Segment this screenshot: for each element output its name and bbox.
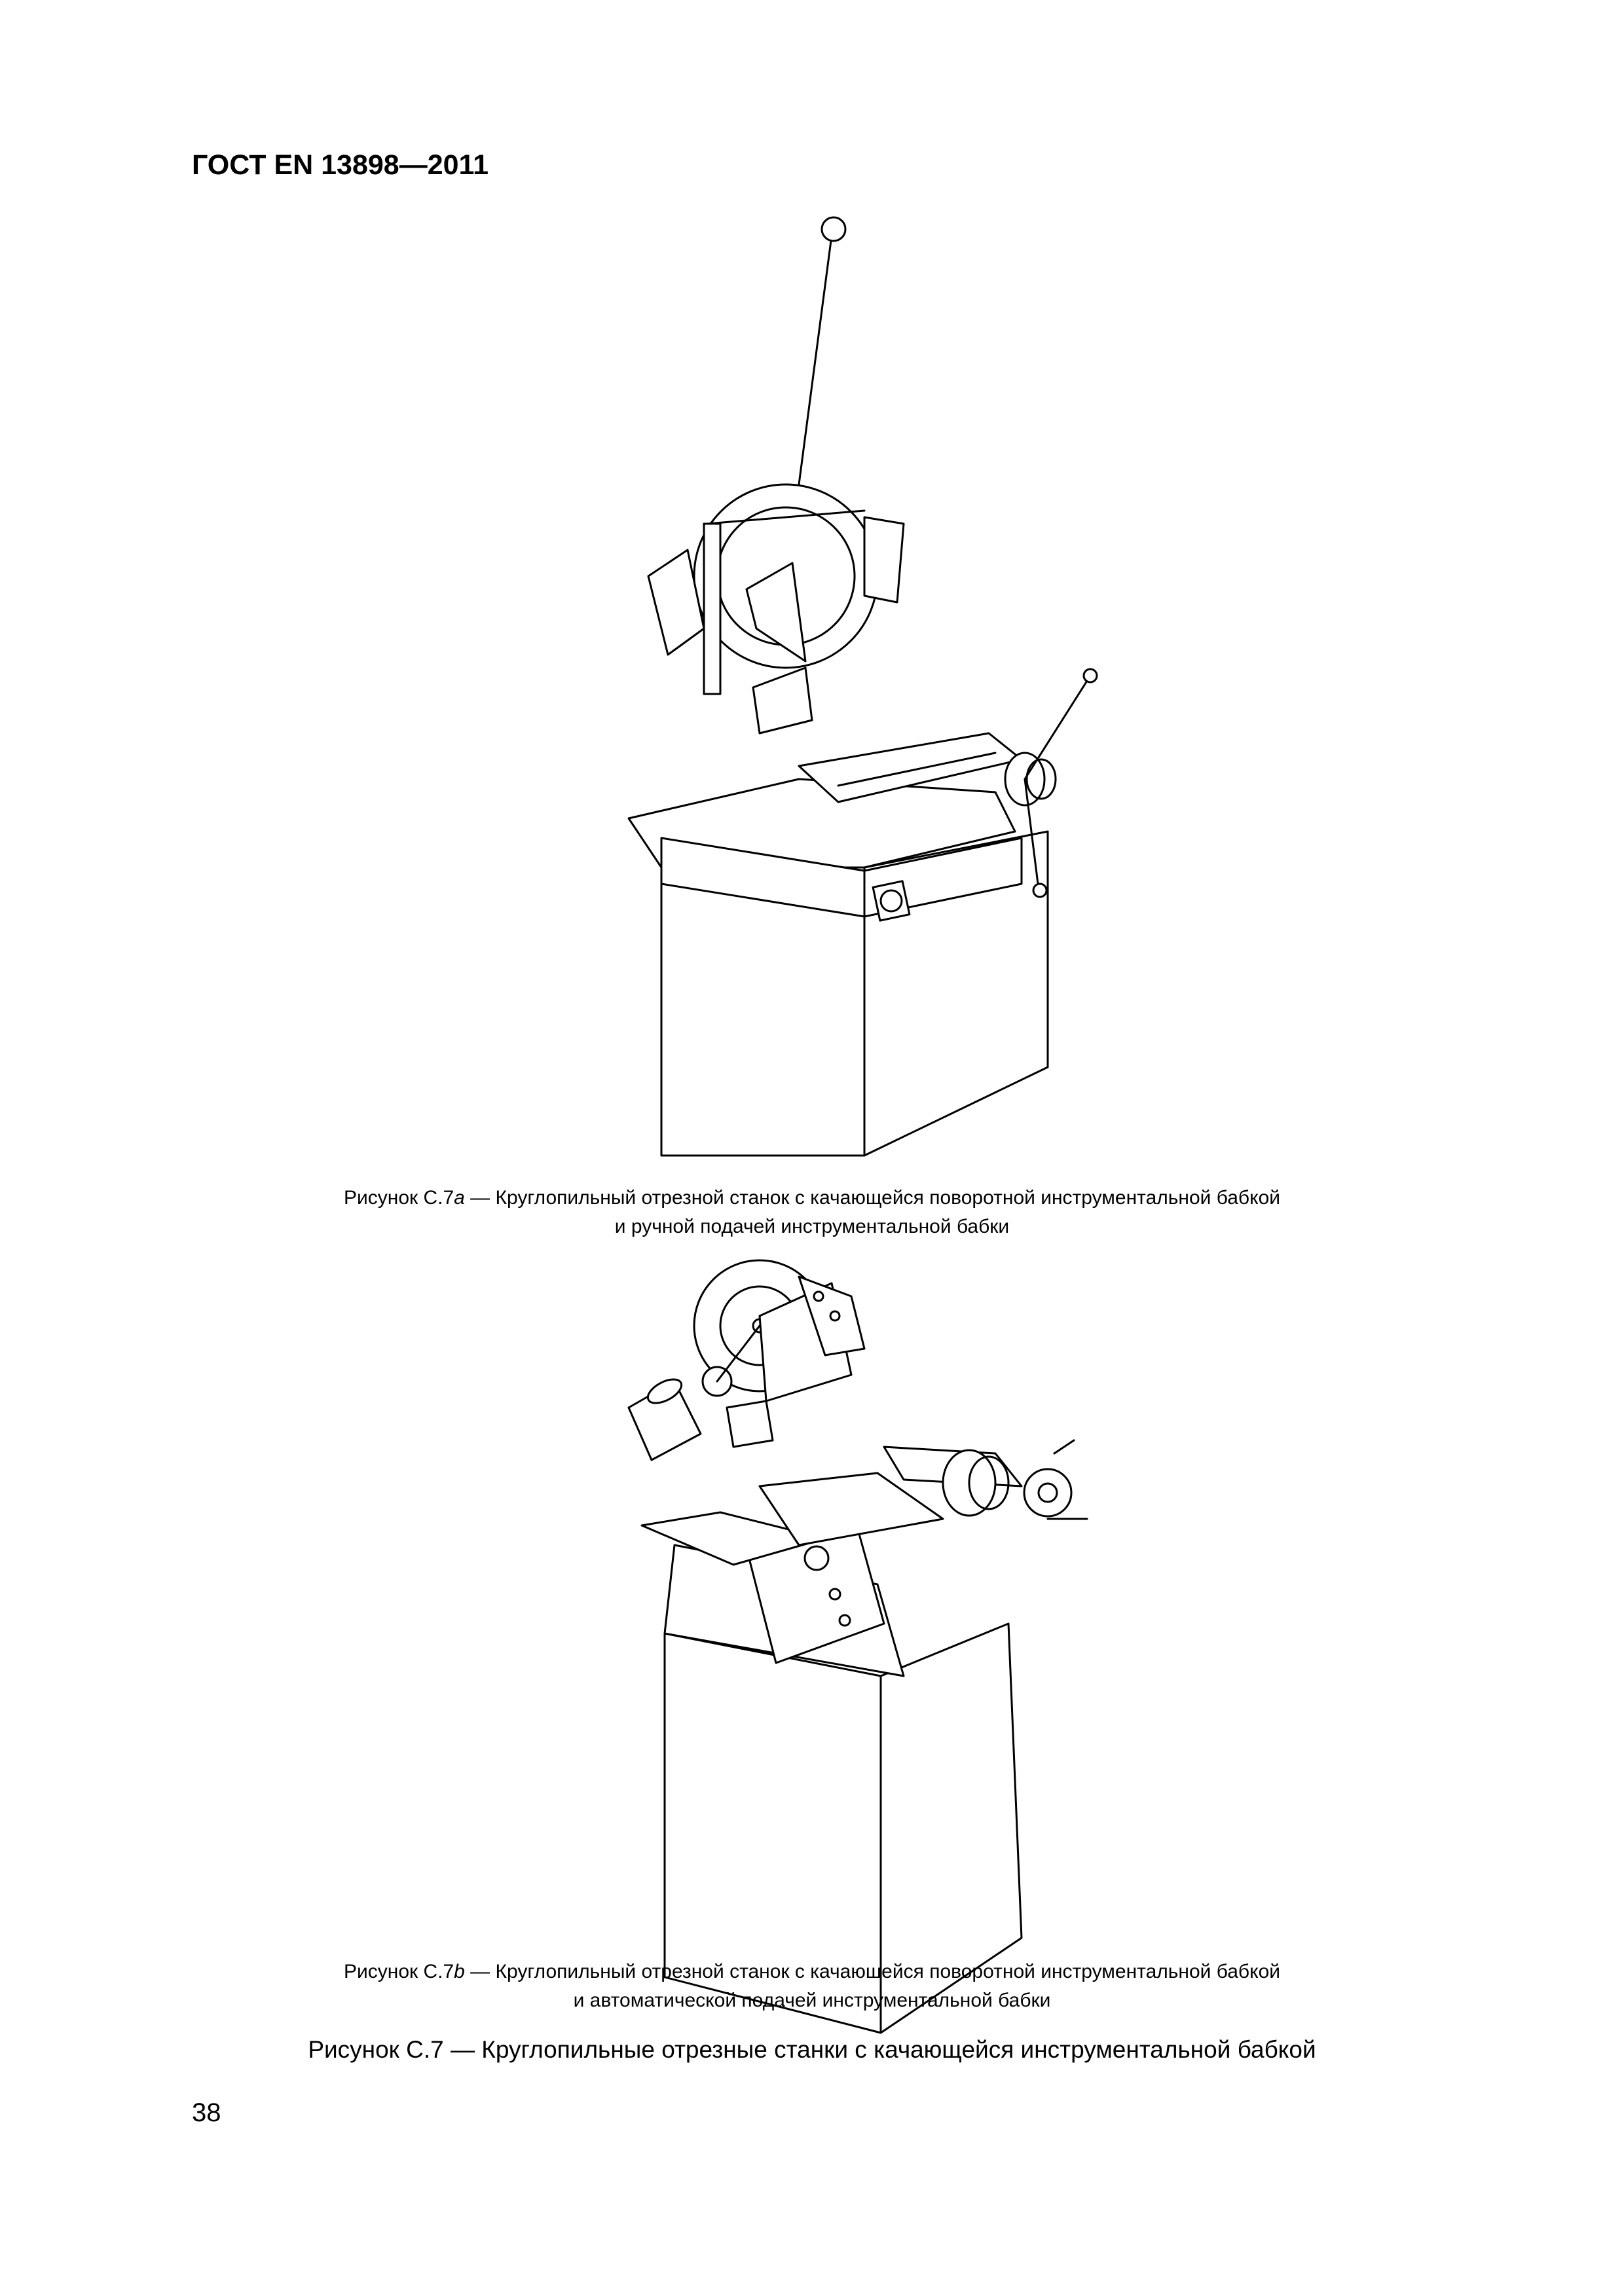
document-header: ГОСТ EN 13898—2011 [192,149,489,181]
caption-line-2: и ручной подачей инструментальной бабки [614,1216,1010,1237]
caption-text: — Круглопильный отрезной станок с качающейся поворотной инструментальной бабкой [464,1961,1281,1982]
caption-label: Рисунок С.7 [343,1187,454,1209]
figure-c7-caption: Рисунок С.7 — Круглопильные отрезные станки с качающейся инструментальной бабкой [308,2036,1316,2063]
figure-c7a-drawing [589,210,1113,1172]
caption-line-2: и автоматической подачей инструментальной бабки [573,1990,1051,2011]
caption-text: — Круглопильный отрезной станок с качающейся поворотной инструментальной бабкой [464,1187,1281,1209]
figure-c7a-caption [196,1184,1428,1241]
caption-variant: a [454,1187,465,1209]
page-number: 38 [192,2098,221,2127]
caption-label: Рисунок С.7 [343,1961,454,1982]
caption-variant: b [454,1961,465,1982]
figure-c7b-caption [196,1958,1428,2015]
